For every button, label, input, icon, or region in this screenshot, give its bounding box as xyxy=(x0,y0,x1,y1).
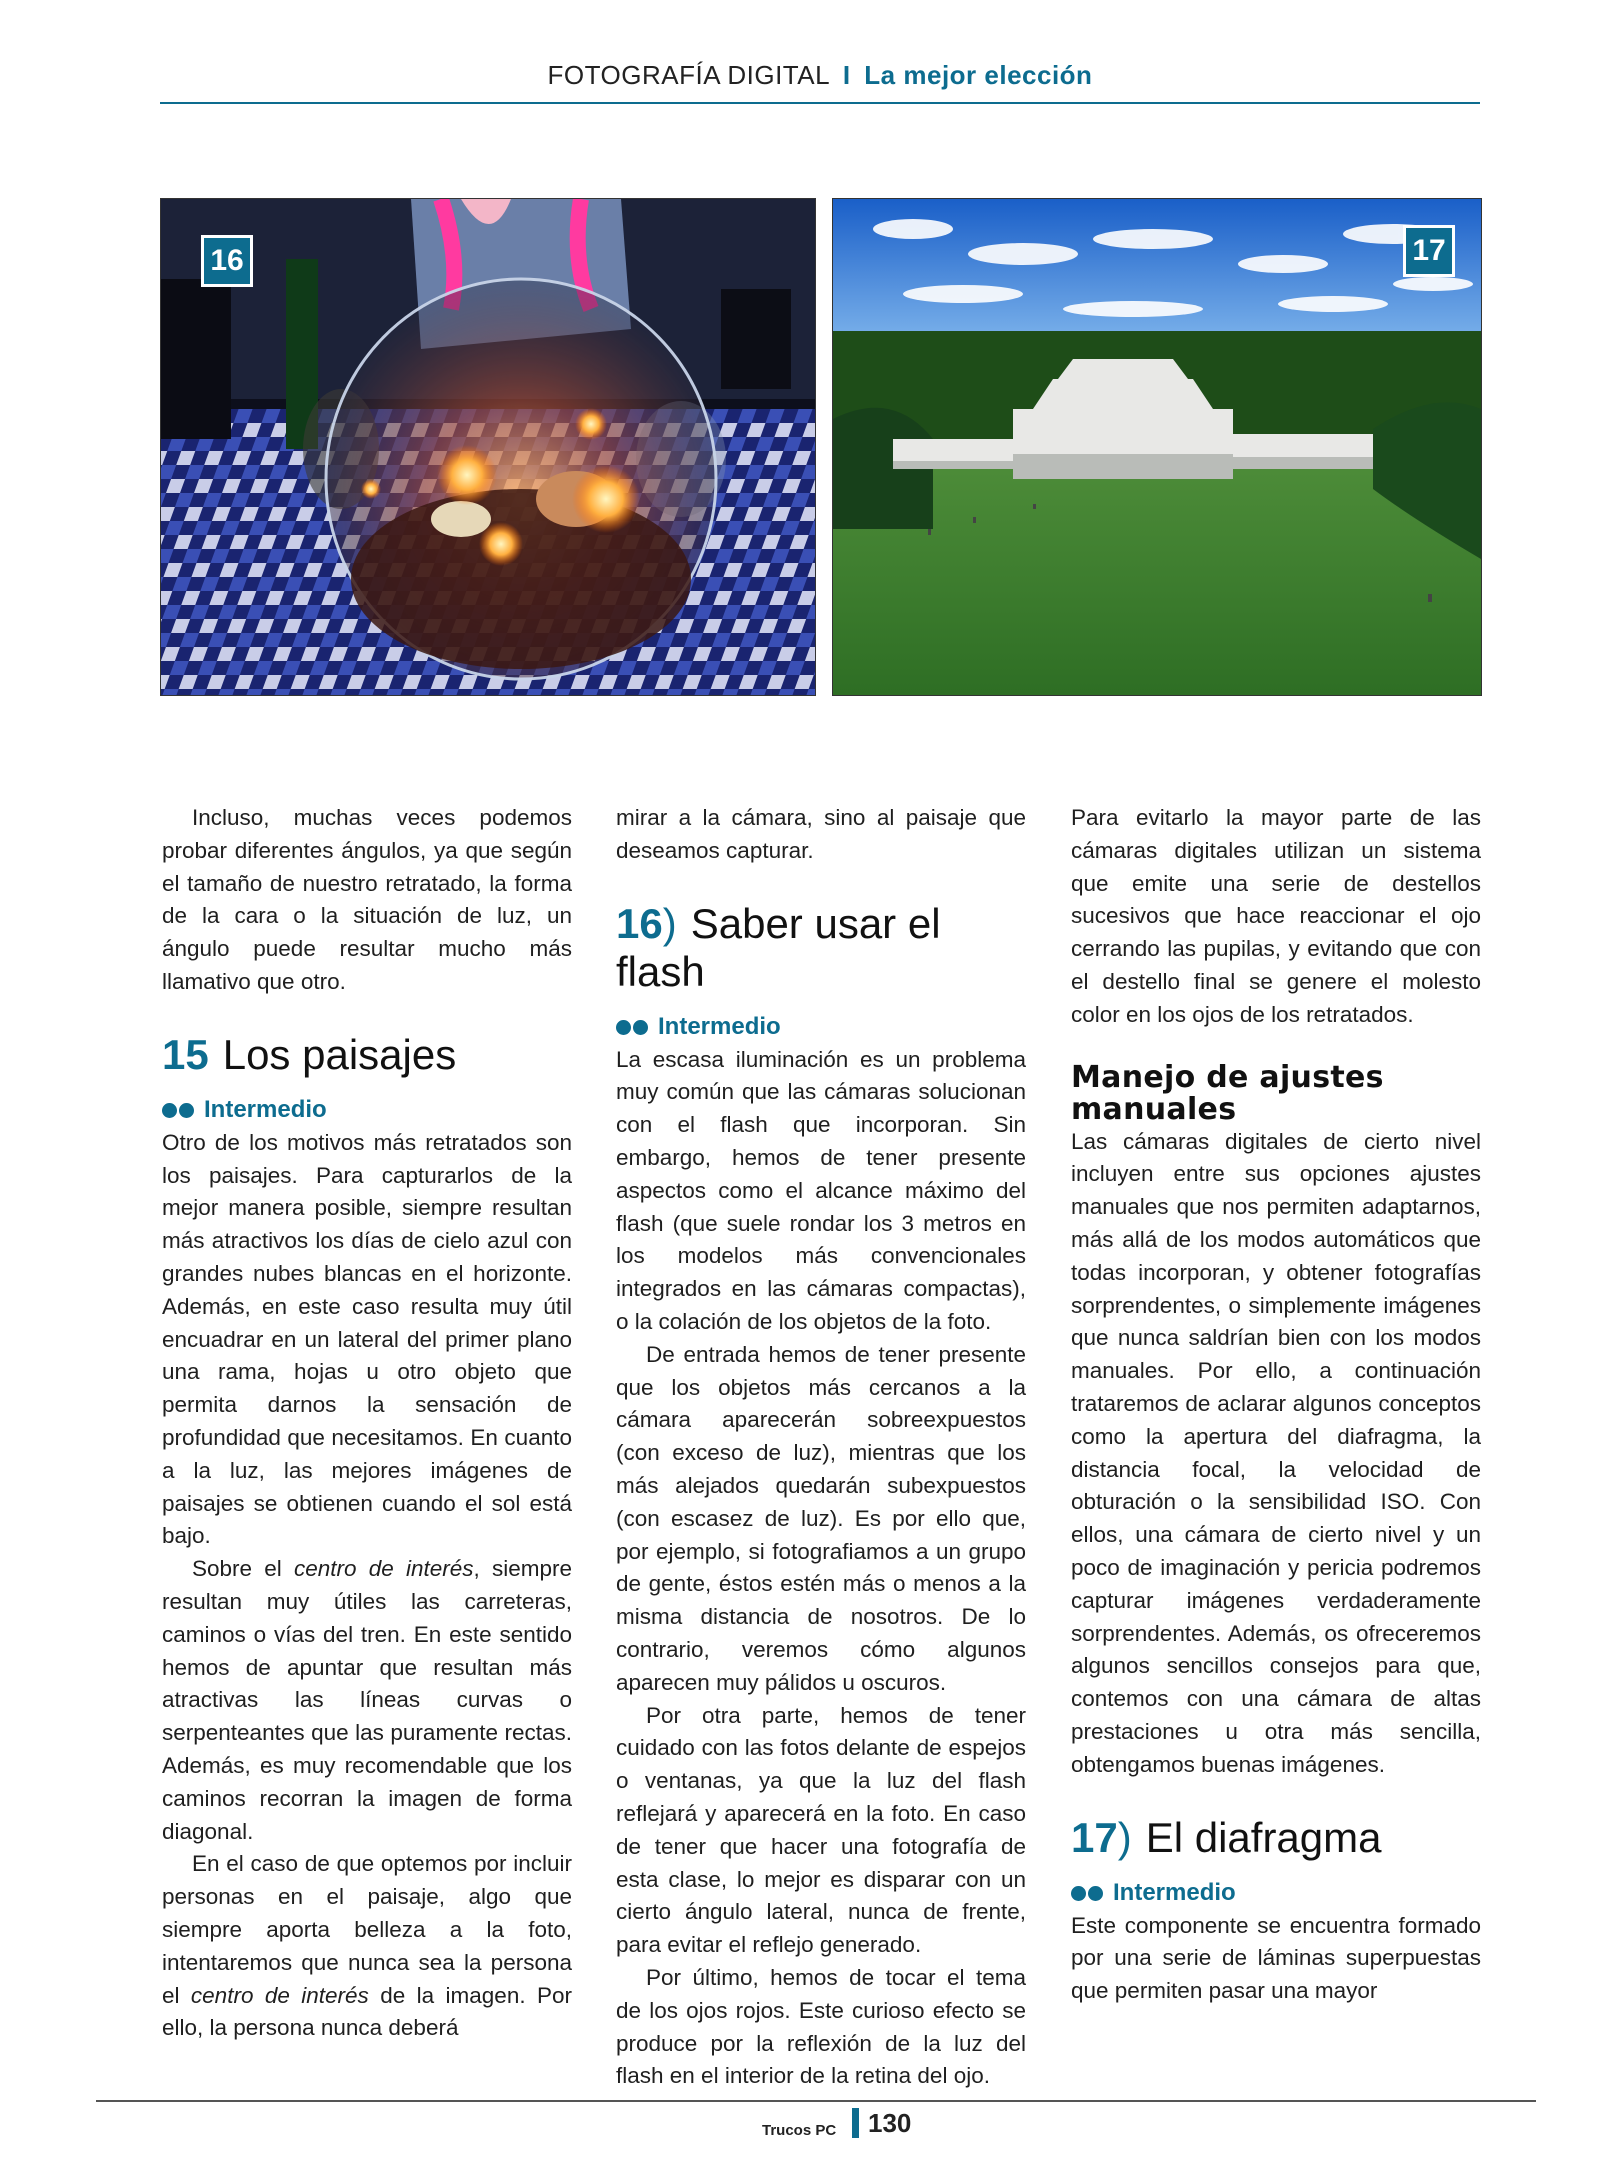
text-column-1 xyxy=(162,802,572,2045)
difficulty-level xyxy=(162,1093,572,1127)
difficulty-dots-icon xyxy=(162,1093,196,1127)
paragraph: Para evitarlo la mayor parte de las cámaras digitales utilizan un sistema que emite una serie de destellos sucesivos que hace reaccionar el ojo cerrando las pupilas, y evitando que con el destello final se genere el molesto color en los ojos de los retratados. xyxy=(1071,805,1481,1027)
footer-brand: Trucos PC xyxy=(762,2122,837,2139)
text-column-2 xyxy=(616,802,1026,2093)
paragraph: En el caso de que optemos por incluir personas en el paisaje, algo que siempre aporta belleza a la foto, intentaremos que nunca sea la persona el centro de interés de la imagen. Por ello, la persona nunca deberá xyxy=(162,1851,572,2041)
difficulty-dots-icon xyxy=(1071,1876,1105,1910)
header-subtitle: La mejor elección xyxy=(864,60,1093,90)
header-rule xyxy=(160,102,1480,104)
header-title: FOTOGRAFÍA DIGITAL xyxy=(547,60,830,90)
difficulty-level xyxy=(1071,1876,1481,1910)
photo-pyramid-landscape xyxy=(832,198,1482,696)
page-number: 130 xyxy=(868,2108,912,2138)
emphasis: centro de interés xyxy=(293,1556,474,1582)
emphasis: centro de interés xyxy=(190,1982,369,2008)
paragraph: Por otra parte, hemos de tener cuidado con las fotos delante de espejos o ventanas, ya que la luz del flash reflejará y aparecerá en la foto. En caso de tener que hacer una fotografía de esta clase, lo mejor es disparar con un cierto ángulo lateral, nunca de frente, para evitar el reflejo generado. xyxy=(616,1702,1026,1958)
header-separator: I xyxy=(842,60,851,90)
paragraph: La escasa iluminación es un problema muy común que las cámaras solucionan con el flash que incorporan. Sin embargo, hemos de tener presente aspectos como el alcance máximo del flash (que suele rondar los 3 metros en los modelos más convencionales integrados en las cámaras compactas), o la colación de los objetos de la foto. xyxy=(616,1046,1026,1334)
photo-number-badge: 16 xyxy=(201,235,253,287)
paragraph: Incluso, muchas veces podemos probar diferentes ángulos, ya que según el tamaño de nuestro retratado, la forma de la cara o la situación de luz, un ángulo puede resultar mucho más llamativo que otro. xyxy=(162,805,572,994)
section-heading-16 xyxy=(616,900,1026,996)
section-title: El diafragma xyxy=(1145,1813,1382,1861)
paragraph: mirar a la cámara, sino al paisaje que deseamos capturar. xyxy=(616,805,1026,863)
section-number: 17) xyxy=(1071,1813,1132,1861)
difficulty-label: Intermedio xyxy=(204,1095,327,1123)
paragraph: Sobre el centro de interés, siempre resultan muy útiles las carreteras, caminos o vías del tren. En este sentido hemos de apuntar que resultan más atractivas las líneas curvas o serpenteantes que las puramente rectas. Además, es muy recomendable que los caminos recorran la imagen de forma diagonal. xyxy=(162,1556,572,1844)
paragraph: Por último, hemos de tocar el tema de los ojos rojos. Este curioso efecto se produce por la reflexión de la luz del flash en el interior de la retina del ojo. xyxy=(616,1964,1026,2089)
paragraph: Las cámaras digitales de cierto nivel incluyen entre sus opciones ajustes manuales que nos permiten adaptarnos, más allá de los modos automáticos que todas incorporan, y obtener fotografías sorprendentes, o simplemente imágenes que nunca saldrían bien con los modos manuales. Por ello, a continuación trataremos de aclarar algunos conceptos como la apertura del diafragma, la distancia focal, la velocidad de obturación o la sensibilidad ISO. Con ellos, una cámara de cierto nivel y un poco de imaginación y pericia podremos capturar imágenes verdaderamente sorprendentes. Además, os ofreceremos algunos sencillos consejos para que, contemos con una cámara de altas prestaciones u otra más sencilla, obtengamos buenas imágenes. xyxy=(1071,1128,1481,1777)
paragraph: Otro de los motivos más retratados son los paisajes. Para capturarlos de la mejor manera posible, siempre resultan más atractivos los días de cielo azul con grandes nubes blancas en el horizonte. Además, en este caso resulta muy útil encuadrar en un lateral del primer plano una rama, hojas u otro objeto que permita darnos la sensación de profundidad que necesitamos. En cuanto a la luz, las mejores imágenes de paisajes se obtienen cuando el sol está bajo. xyxy=(162,1129,572,1549)
subsection-heading: Manejo de ajustes manuales xyxy=(1071,1059,1384,1127)
section-number: 16) xyxy=(616,899,677,947)
candle-bowl-illustration xyxy=(161,199,815,695)
difficulty-level xyxy=(616,1010,1026,1044)
pyramid-illustration xyxy=(833,199,1481,695)
section-number: 15 xyxy=(162,1030,209,1078)
difficulty-label: Intermedio xyxy=(658,1012,781,1040)
running-header xyxy=(160,60,1480,104)
page-footer xyxy=(0,2104,1617,2144)
footer-rule xyxy=(96,2100,1536,2102)
section-title: Saber usar el flash xyxy=(616,899,941,995)
text-column-3 xyxy=(1071,802,1481,2008)
section-heading-15 xyxy=(162,1031,572,1079)
section-heading-17 xyxy=(1071,1814,1481,1862)
photo-number-badge: 17 xyxy=(1403,225,1455,277)
difficulty-label: Intermedio xyxy=(1113,1878,1236,1906)
paragraph: De entrada hemos de tener presente que los objetos más cercanos a la cámara aparecerán sobreexpuestos (con exceso de luz), mientras que los más alejados quedarán subexpuestos (con escasez de luz). Es por ello que, por ejemplo, si fotografiamos a un grupo de gente, éstos estén más o menos a la misma distancia de nosotros. De lo contrario, veremos cómo algunos aparecen muy pálidos u oscuros. xyxy=(616,1341,1026,1695)
paragraph: Este componente se encuentra formado por una serie de láminas superpuestas que permiten pasar una mayor xyxy=(1071,1912,1481,2004)
section-title: Los paisajes xyxy=(222,1030,457,1078)
difficulty-dots-icon xyxy=(616,1010,650,1044)
footer-bar xyxy=(852,2108,859,2138)
photo-candle-bowl xyxy=(160,198,816,696)
